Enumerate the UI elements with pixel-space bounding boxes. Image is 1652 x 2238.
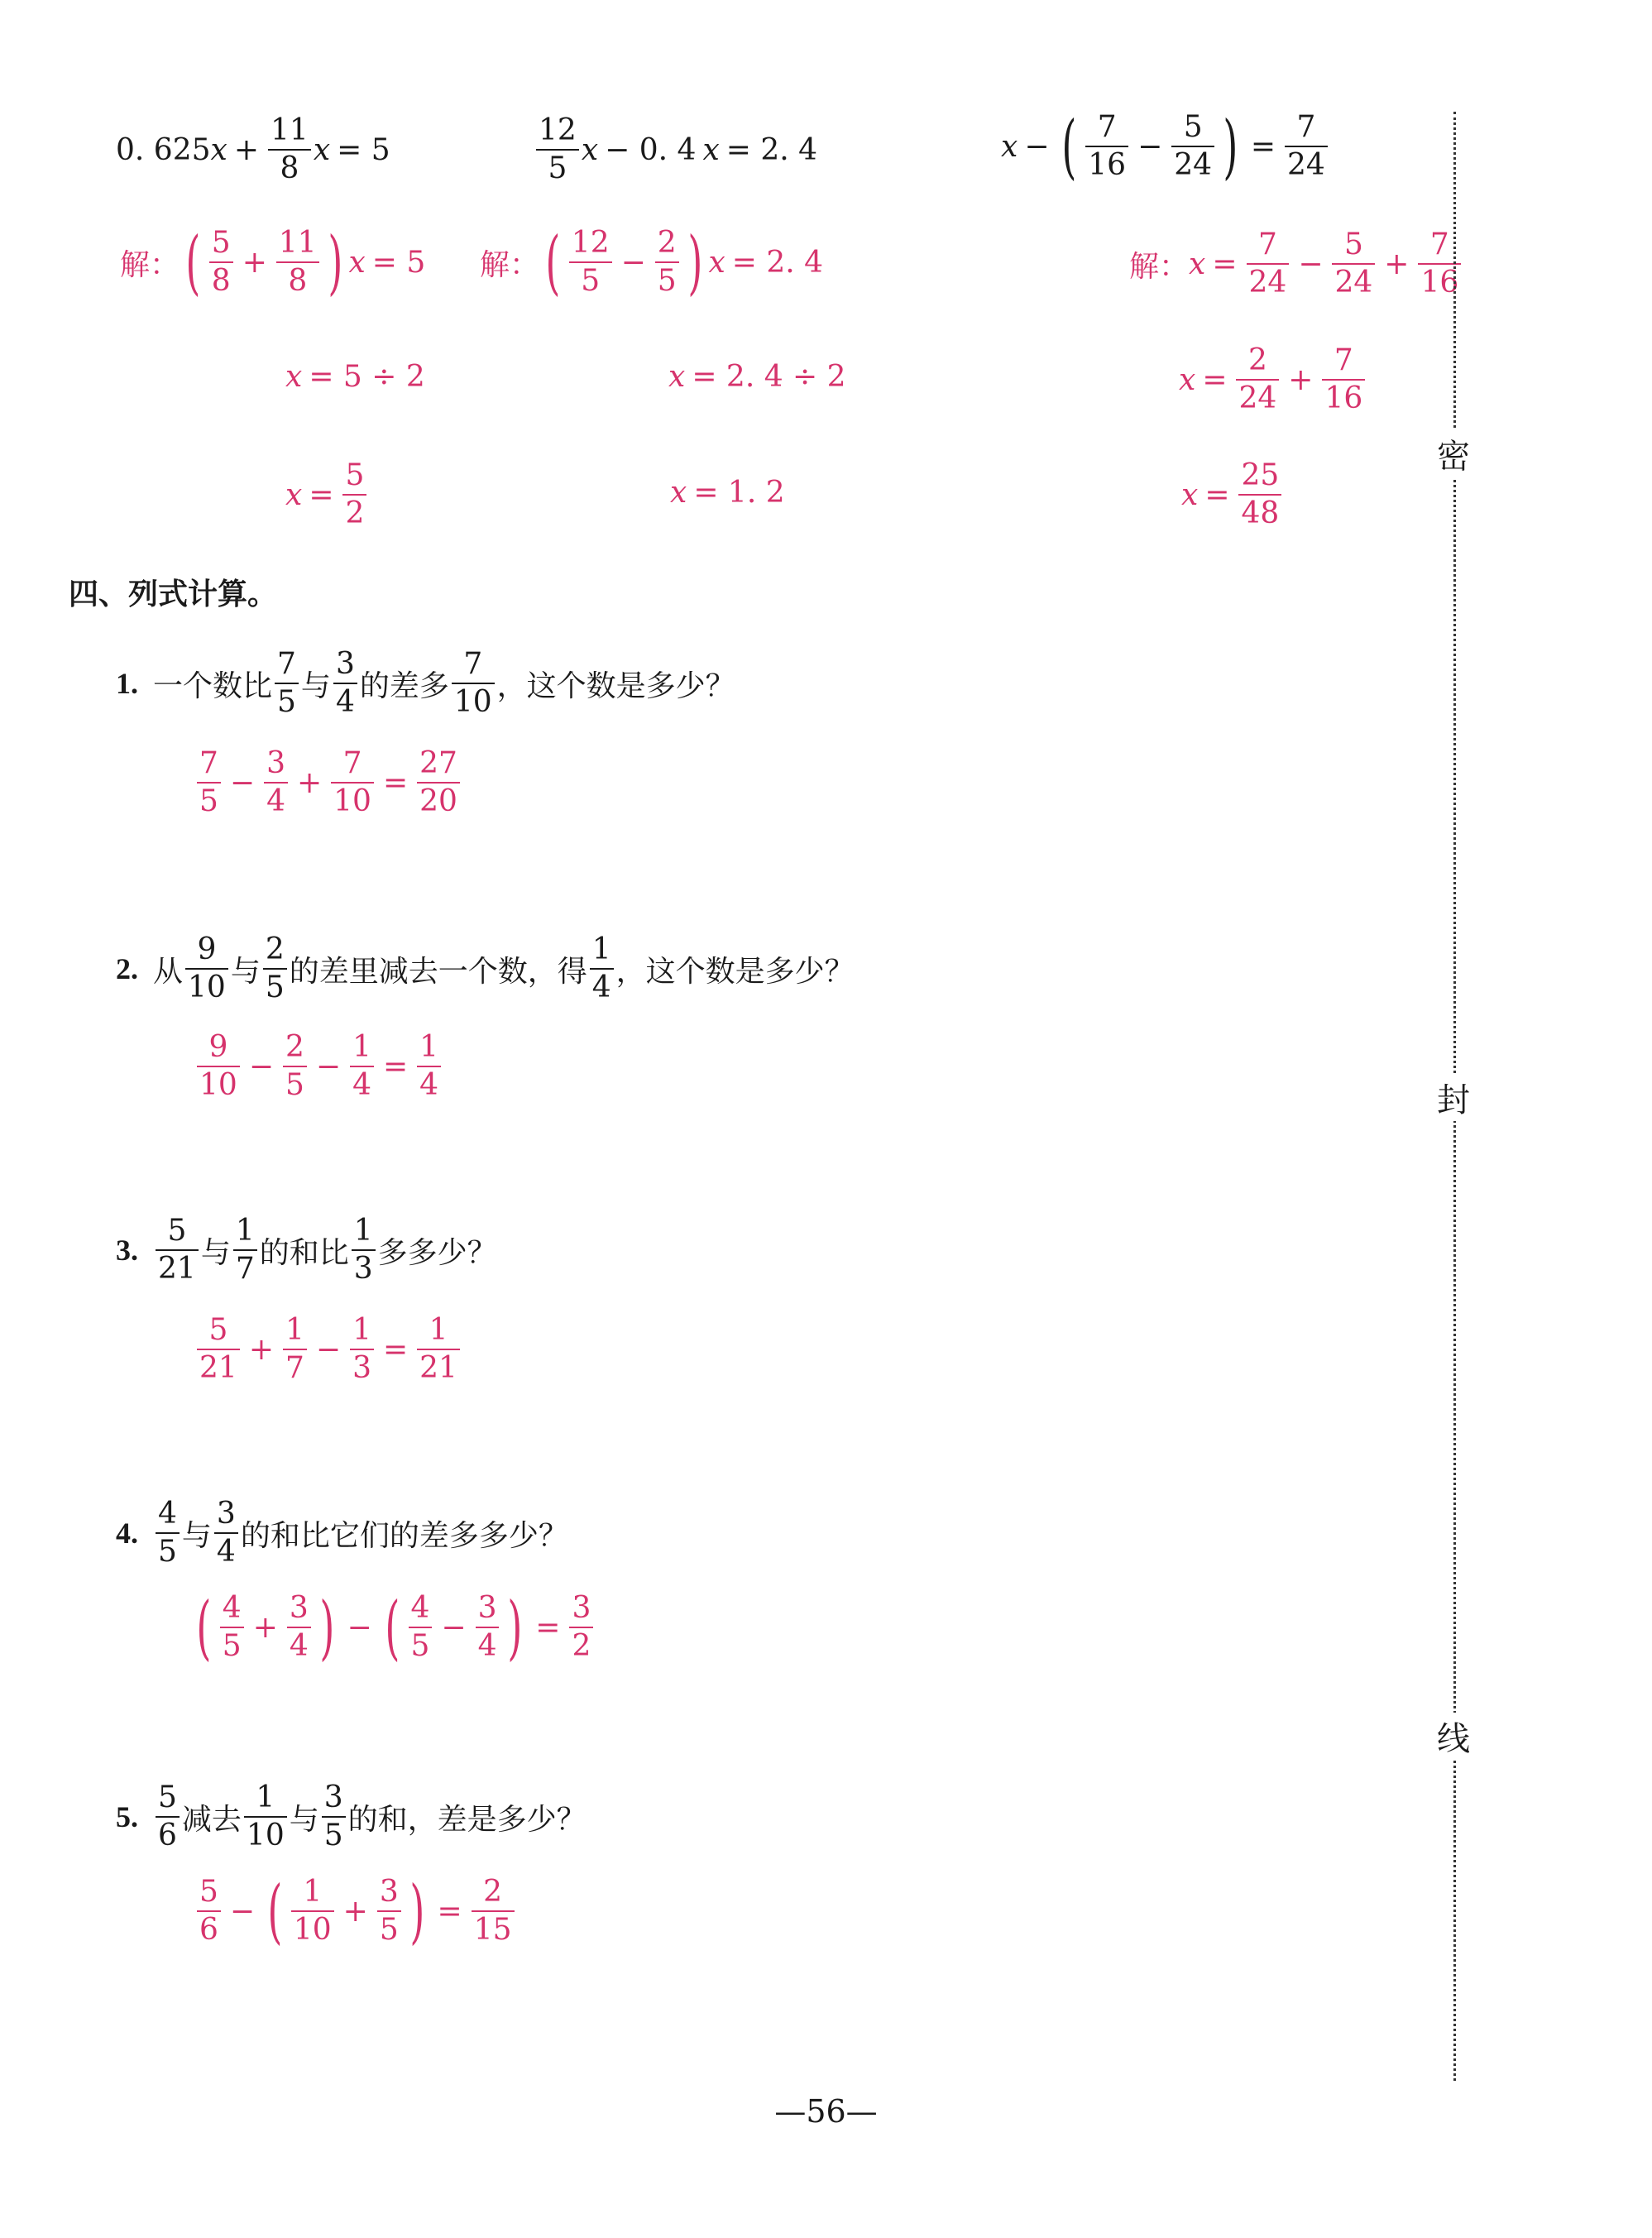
question-text: 的和比 [259, 1235, 349, 1270]
fraction [569, 1593, 593, 1661]
eq1-rhs: = 5 [337, 132, 390, 167]
fraction [283, 1315, 307, 1383]
answer-4 [190, 1587, 596, 1668]
equation-2 [534, 113, 824, 185]
num: 1 [429, 1313, 448, 1347]
equals: = [535, 1610, 561, 1645]
num: 1 [419, 1030, 439, 1064]
var: x [1189, 247, 1206, 281]
answer-3 [194, 1315, 462, 1383]
den: 2 [345, 496, 365, 530]
den: 5 [199, 784, 218, 818]
fraction [214, 1499, 238, 1567]
seal-char-feng: 封 [1437, 1074, 1470, 1121]
den: 2 [572, 1629, 591, 1663]
plus: + [248, 1332, 274, 1367]
den: 24 [1238, 381, 1277, 415]
num: 5 [1343, 228, 1363, 261]
eq2-fraction [536, 113, 579, 185]
fraction [655, 228, 679, 296]
den: 5 [379, 1913, 399, 1947]
num: 2 [1247, 343, 1267, 377]
question-5 [116, 1780, 587, 1852]
var: x [708, 245, 725, 280]
den: 7 [235, 1252, 255, 1286]
plus: + [242, 245, 267, 280]
eq3-rhs-num: 7 [1296, 110, 1316, 144]
fraction [233, 1216, 257, 1284]
num: 12 [571, 226, 610, 260]
fraction [417, 1030, 441, 1102]
num: 2 [657, 226, 677, 260]
num: 5 [158, 1780, 177, 1814]
den: 4 [266, 784, 285, 818]
den: 7 [285, 1351, 304, 1385]
fraction [275, 649, 299, 717]
den: 8 [288, 264, 308, 298]
den: 4 [477, 1629, 497, 1663]
eq3-minus: − [1024, 129, 1050, 164]
num: 3 [216, 1497, 236, 1531]
den: 21 [158, 1252, 196, 1286]
sol-prefix: 解： [1129, 249, 1190, 284]
eq3-solution-line1 [1129, 230, 1463, 298]
num: 1 [591, 932, 611, 966]
plus: + [342, 1894, 368, 1929]
question-text: 与 [181, 1518, 212, 1553]
fraction [220, 1593, 244, 1661]
num: 1 [256, 1780, 275, 1814]
question-text: 的差里减去一个数，得 [289, 954, 587, 989]
eq2-var2: x [702, 132, 720, 167]
right-paren: ) [507, 1587, 523, 1668]
section-title: 四、列式计算。 [69, 577, 278, 611]
fraction [350, 1030, 374, 1102]
eq3-rhs-den: 24 [1287, 148, 1325, 182]
minus: − [347, 1610, 372, 1645]
eq3-f2-den: 24 [1174, 148, 1213, 182]
den: 3 [353, 1252, 373, 1286]
question-1 [116, 649, 735, 717]
question-text: 与 [300, 669, 331, 703]
question-text: 从 [153, 954, 184, 989]
right-paren: ) [1223, 106, 1238, 187]
fraction [417, 1315, 460, 1383]
answer-5 [194, 1871, 517, 1952]
eq3-f1 [1085, 110, 1128, 182]
fraction [209, 228, 233, 296]
fraction [291, 1877, 334, 1945]
den: 6 [158, 1819, 177, 1852]
minus: − [315, 1332, 342, 1367]
num: 3 [477, 1591, 497, 1625]
num: 4 [410, 1591, 430, 1625]
question-2 [116, 932, 855, 1004]
equals: = [382, 1332, 409, 1367]
num: 7 [277, 647, 296, 681]
plus: + [1288, 362, 1314, 397]
num: 5 [199, 1875, 218, 1909]
num: 11 [278, 226, 317, 260]
right-paren: ) [409, 1871, 425, 1952]
fraction [185, 932, 228, 1004]
num: 4 [158, 1497, 177, 1531]
eq1-solution-line2 [285, 360, 432, 394]
minus: − [315, 1049, 342, 1084]
fraction [276, 228, 319, 296]
minus: − [441, 1610, 467, 1645]
den: 5 [410, 1629, 430, 1663]
den: 5 [581, 264, 601, 298]
fraction [197, 1315, 240, 1383]
num: 7 [1429, 228, 1449, 261]
num: 5 [211, 226, 231, 260]
step: = 5 ÷ 2 [309, 360, 425, 394]
den: 20 [419, 784, 457, 818]
num: 1 [353, 1214, 373, 1248]
num: 1 [235, 1214, 255, 1248]
den: 10 [199, 1068, 237, 1102]
num: 1 [352, 1030, 371, 1064]
num: 3 [335, 647, 355, 681]
num: 5 [345, 458, 365, 492]
fraction [263, 932, 287, 1004]
fraction [322, 1780, 346, 1852]
num: 25 [1241, 458, 1280, 492]
num: 4 [222, 1591, 242, 1625]
num: 3 [379, 1875, 399, 1909]
eq1-plus: + [233, 132, 259, 167]
fraction [264, 746, 288, 818]
eq2-solution-line2 [668, 360, 853, 394]
left-paren: ( [267, 1871, 283, 1952]
equals: = [1212, 247, 1238, 281]
den: 8 [211, 264, 231, 298]
den: 15 [473, 1913, 512, 1947]
question-text: 多多少？ [377, 1235, 497, 1270]
fraction [590, 932, 614, 1004]
eq1-solution-line1 [120, 222, 432, 303]
eq2-minus: − 0. 4 [605, 132, 697, 167]
den: 10 [453, 685, 492, 719]
num: 3 [323, 1780, 343, 1814]
question-number: 5. [116, 1800, 138, 1833]
question-text: 的和比它们的差多多少？ [240, 1518, 568, 1553]
var: x [670, 476, 687, 510]
num: 1 [285, 1313, 304, 1347]
eq3-solution-line3 [1181, 458, 1284, 530]
eq1-coef: 0. 625 [116, 132, 211, 167]
minus: − [248, 1049, 274, 1084]
rhs: = 5 [371, 245, 426, 280]
equals: = [309, 477, 334, 512]
question-number: 3. [116, 1234, 138, 1267]
eq2-f-num: 12 [539, 113, 577, 147]
seal-char-mi: 密 [1437, 430, 1470, 477]
den: 4 [419, 1068, 439, 1102]
right-paren: ) [328, 222, 343, 303]
den: 48 [1241, 496, 1280, 530]
question-text: 的和，差是多少？ [347, 1802, 587, 1837]
equation-3 [1001, 106, 1330, 187]
question-text: 与 [289, 1802, 319, 1837]
equals: = [382, 765, 409, 800]
eq1-f-num: 11 [271, 113, 309, 147]
var: x [348, 245, 366, 280]
eq1-fraction [268, 113, 311, 185]
fraction [331, 746, 374, 818]
den: 24 [1248, 266, 1287, 300]
num: 5 [208, 1313, 228, 1347]
den: 4 [216, 1535, 236, 1569]
fraction [476, 1593, 500, 1661]
num: 27 [419, 746, 457, 780]
fraction [342, 458, 366, 530]
fraction [377, 1877, 401, 1945]
eq3-var: x [1001, 129, 1018, 164]
right-paren: ) [687, 222, 703, 303]
question-text: ，这个数是多少？ [615, 954, 855, 989]
num: 7 [1257, 228, 1277, 261]
eq2-var: x [581, 132, 599, 167]
num: 9 [208, 1030, 228, 1064]
den: 10 [188, 970, 226, 1004]
den: 16 [1420, 266, 1459, 300]
eq3-f1-den: 16 [1088, 148, 1127, 182]
den: 10 [293, 1913, 332, 1947]
fraction [1238, 458, 1281, 530]
num: 2 [483, 1875, 503, 1909]
den: 5 [285, 1068, 304, 1102]
fraction [197, 1877, 221, 1945]
plus: + [1384, 247, 1410, 281]
num: 1 [352, 1313, 371, 1347]
equals: = [1202, 362, 1228, 397]
fraction [1322, 343, 1365, 415]
plus: + [296, 765, 323, 800]
den: 4 [335, 685, 355, 719]
step: = 2. 4 ÷ 2 [692, 360, 846, 394]
fraction [287, 1593, 311, 1661]
var: x [668, 360, 686, 394]
question-text: 与 [230, 954, 261, 989]
eq3-inner-minus: − [1137, 129, 1163, 164]
question-text: 一个数比 [153, 669, 273, 703]
left-paren: ( [1061, 106, 1077, 187]
den: 4 [289, 1629, 309, 1663]
eq1-var: x [210, 132, 227, 167]
eq3-f2 [1171, 110, 1214, 182]
sol-prefix: 解： [480, 247, 540, 282]
var: x [1181, 477, 1199, 512]
den: 3 [352, 1351, 371, 1385]
den: 4 [352, 1068, 371, 1102]
rhs: = 2. 4 [731, 245, 824, 280]
den: 5 [657, 264, 677, 298]
num: 2 [285, 1030, 304, 1064]
question-4 [116, 1499, 568, 1567]
fraction [472, 1877, 515, 1945]
equation-1 [116, 113, 397, 185]
answer-2 [194, 1030, 443, 1102]
question-text: 减去 [181, 1802, 242, 1837]
num: 7 [199, 746, 218, 780]
fraction [156, 1499, 180, 1567]
num: 3 [572, 1591, 591, 1625]
eq3-f2-num: 5 [1183, 110, 1203, 144]
eq3-f1-num: 7 [1097, 110, 1117, 144]
left-paren: ( [185, 222, 201, 303]
eq1-var2: x [313, 132, 331, 167]
seal-char-xian: 线 [1437, 1713, 1470, 1760]
equals: = [437, 1894, 462, 1929]
plus: + [252, 1610, 278, 1645]
num: 3 [289, 1591, 309, 1625]
eq1-solution-line3 [285, 458, 369, 530]
fraction [417, 746, 460, 818]
left-paren: ( [385, 1587, 400, 1668]
den: 6 [199, 1913, 218, 1947]
den: 5 [265, 970, 285, 1004]
fraction [569, 228, 612, 296]
equals: = [382, 1049, 409, 1084]
fraction [156, 1780, 180, 1852]
fraction [197, 746, 221, 818]
den: 5 [323, 1819, 343, 1852]
num: 7 [1334, 343, 1353, 377]
eq2-rhs: = 2. 4 [725, 132, 818, 167]
eq1-f-den: 8 [280, 151, 299, 185]
fraction [197, 1030, 240, 1102]
question-number: 2. [116, 952, 138, 985]
num: 7 [342, 746, 362, 780]
eq3-solution-line2 [1179, 343, 1367, 415]
num: 5 [167, 1214, 187, 1248]
fraction [409, 1593, 433, 1661]
fraction [333, 649, 357, 717]
den: 21 [199, 1351, 237, 1385]
minus: − [229, 1894, 256, 1929]
den: 5 [277, 685, 296, 719]
minus: − [229, 765, 256, 800]
left-paren: ( [545, 222, 561, 303]
minus: − [620, 245, 646, 280]
den: 5 [222, 1629, 242, 1663]
eq3-rhs [1285, 110, 1328, 182]
eq2-solution-line3 [670, 476, 792, 510]
fraction [1247, 230, 1290, 298]
num: 2 [265, 932, 285, 966]
question-3 [116, 1216, 497, 1284]
var: x [285, 360, 303, 394]
den: 10 [333, 784, 371, 818]
num: 9 [197, 932, 217, 966]
step: = 1. 2 [693, 476, 785, 510]
fraction [1236, 343, 1279, 415]
var: x [285, 477, 303, 512]
eq2-f-den: 5 [548, 151, 567, 185]
page-number: —56— [774, 2093, 878, 2130]
num: 1 [303, 1875, 323, 1909]
den: 10 [246, 1819, 285, 1852]
num: 7 [463, 647, 483, 681]
num: 3 [266, 746, 285, 780]
answer-1 [194, 746, 462, 818]
eq2-solution-line1 [480, 222, 830, 303]
fraction [452, 649, 495, 717]
left-paren: ( [196, 1587, 212, 1668]
den: 21 [419, 1351, 457, 1385]
question-number: 1. [116, 667, 138, 700]
question-text: ，这个数是多少？ [496, 669, 735, 703]
fraction [156, 1216, 199, 1284]
fraction [283, 1030, 307, 1102]
var: x [1179, 362, 1196, 397]
fraction [244, 1780, 287, 1852]
eq3-equals: = [1250, 129, 1276, 164]
question-text: 的差多 [359, 669, 449, 703]
den: 16 [1324, 381, 1363, 415]
fraction [350, 1315, 374, 1383]
right-paren: ) [319, 1587, 335, 1668]
fraction [1332, 230, 1375, 298]
minus: − [1298, 247, 1324, 281]
den: 5 [158, 1535, 177, 1569]
question-number: 4. [116, 1517, 138, 1550]
equals: = [1204, 477, 1230, 512]
question-text: 与 [200, 1235, 231, 1270]
sol-prefix: 解： [120, 247, 180, 282]
den: 4 [591, 970, 611, 1004]
den: 24 [1334, 266, 1373, 300]
fraction [352, 1216, 376, 1284]
